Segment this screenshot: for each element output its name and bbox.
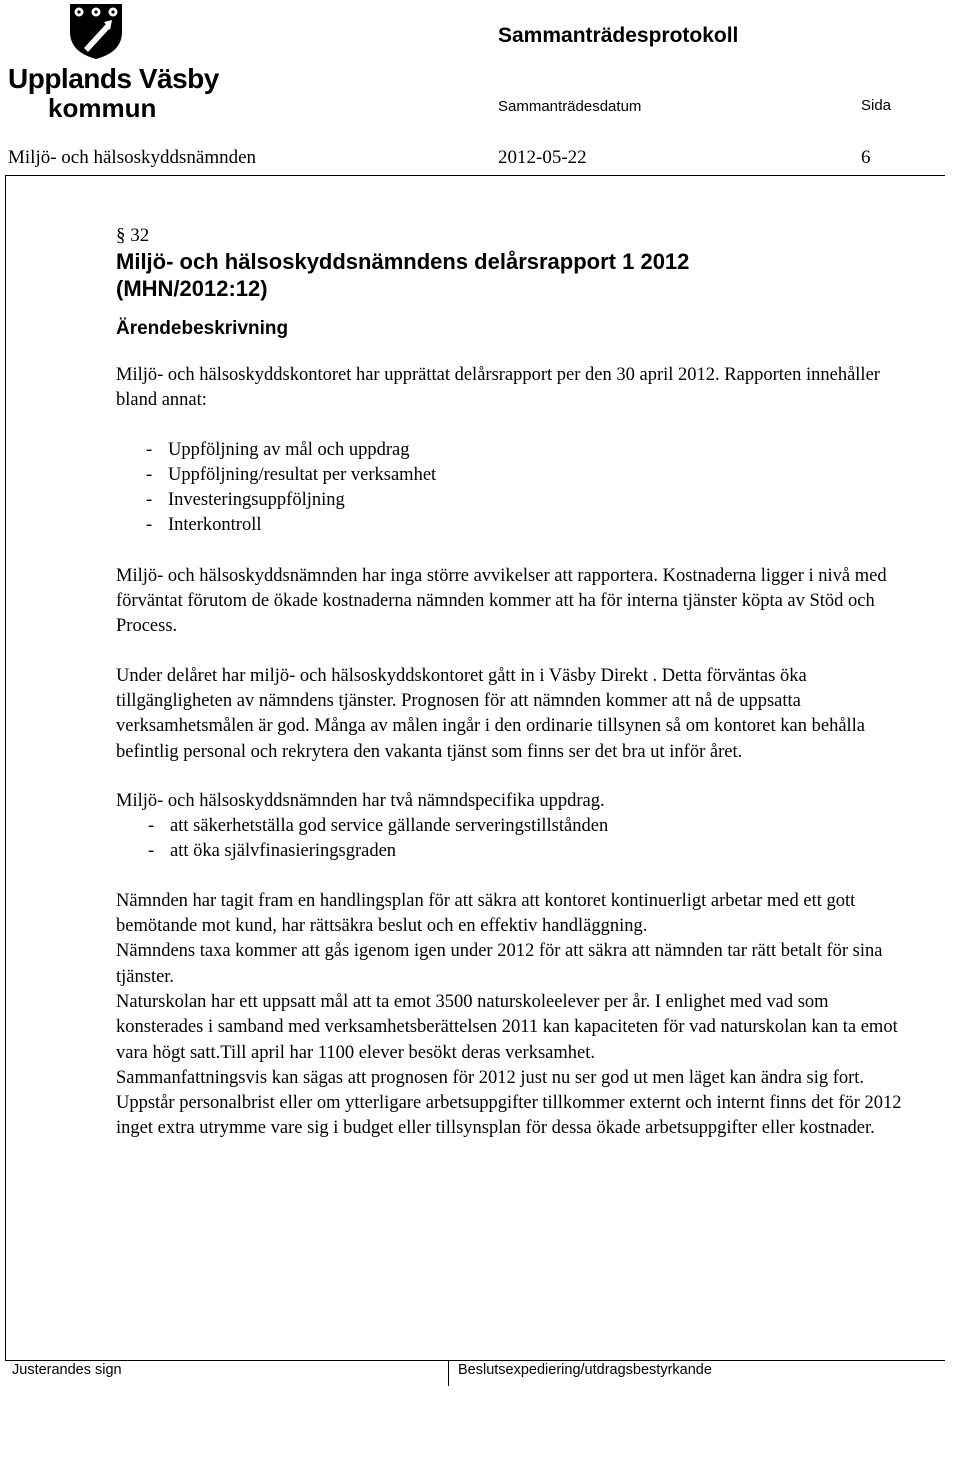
footer-rule <box>5 1360 945 1361</box>
item-title-line: Miljö- och hälsoskyddsnämndens delårsrapport 1 2012 <box>116 249 690 274</box>
document-type: Sammanträdesprotokoll <box>498 24 739 47</box>
list-item: - Interkontroll <box>146 515 262 536</box>
meeting-date: 2012-05-22 <box>498 147 587 168</box>
intro-paragraph: Miljö- och hälsoskyddskontoret har upprättat delårsrapport per den 30 april 2012. Rapporten innehåller bland annat: <box>116 365 880 411</box>
logo-text-municipality: Upplands Väsby <box>8 63 219 94</box>
summary-paragraph: Sammanfattningsvis kan sägas att prognosen för 2012 just nu ser god ut men läget kan ändra sig fort. Uppstår personalbrist eller om ytterligare arbetsuppgifter tillkommer externt och internt finns det för 2012 inget extra utrymme vare sig i budget eller tillsynsplan för dessa ökade arbetsuppgifter eller kostnader. <box>116 1067 902 1139</box>
committee-name: Miljö- och hälsoskyddsnämnden <box>8 147 257 168</box>
assignments-intro-paragraph: Miljö- och hälsoskyddsnämnden har två nämndspecifika uppdrag. <box>116 790 605 811</box>
logo-text-kommun: kommun <box>48 93 157 123</box>
paragraph-number: § 32 <box>116 225 150 246</box>
list-item: - Investeringsuppföljning <box>146 490 345 511</box>
dispatch-label: Beslutsexpediering/utdragsbestyrkande <box>458 1362 712 1378</box>
coat-of-arms-icon <box>68 2 124 60</box>
list-item: - att säkerhetställa god service gällande serveringstillstånden <box>148 816 609 837</box>
list-item: - att öka självfinasieringsgraden <box>148 841 397 862</box>
fees-paragraph: Nämndens taxa kommer att gås igenom igen under 2012 för att säkra att nämnden tar rätt betalt för sina tjänster. <box>116 941 883 987</box>
municipality-logo <box>8 2 219 124</box>
action-plan-paragraph: Nämnden har tagit fram en handlingsplan för att säkra att kontoret kontinuerligt arbetar med ett gott bemötande mot kund, har rättsäkra beslut och en effektiv handläggning. <box>116 890 856 937</box>
meeting-date-label: Sammanträdesdatum <box>498 98 642 115</box>
deviations-paragraph: Miljö- och hälsoskyddsnämnden har inga större avvikelser att rapportera. Kostnaderna ligger i nivå med förväntat förutom de ökade kostnaderna nämnden kommer att ha för interna tjänster köpta av Stöd och Process. <box>116 565 887 637</box>
page-number: 6 <box>861 147 871 168</box>
section-heading: Ärendebeskrivning <box>116 318 289 339</box>
item-title-line: (MHN/2012:12) <box>116 276 268 301</box>
footer-divider <box>448 1360 449 1386</box>
document-body <box>116 223 906 1142</box>
page-label: Sida <box>861 97 892 114</box>
list-item: - Uppföljning av mål och uppdrag <box>146 439 410 460</box>
nature-school-paragraph: Naturskolan har ett uppsatt mål att ta emot 3500 naturskoleelever per år. I enlighet med vad som konsterades i samband med verksamhetsberättelsen 2011 kan kapaciteten för vad naturskolan kan ta emot vara högt satt.Till april har 1100 elever besökt deras verksamhet. <box>116 991 898 1063</box>
assignments-list <box>148 814 906 865</box>
list-item: - Uppföljning/resultat per verksamhet <box>146 464 437 485</box>
report-contents-list <box>146 438 906 539</box>
vasby-direkt-paragraph: Under delåret har miljö- och hälsoskyddskontoret gått in i Väsby Direkt . Detta förväntas öka tillgängligheten av nämndens tjänster. Prognosen för att nämnden kommer att nå de uppsatta verksamhetsmålen är god. Många av målen ingår i den ordinarie tillsynen så om kontoret kan behålla befintlig personal och rekrytera den vakanta tjänst som finns ser det bra ut inför året. <box>116 665 866 762</box>
signature-label: Justerandes sign <box>12 1362 122 1378</box>
item-title <box>116 248 906 302</box>
